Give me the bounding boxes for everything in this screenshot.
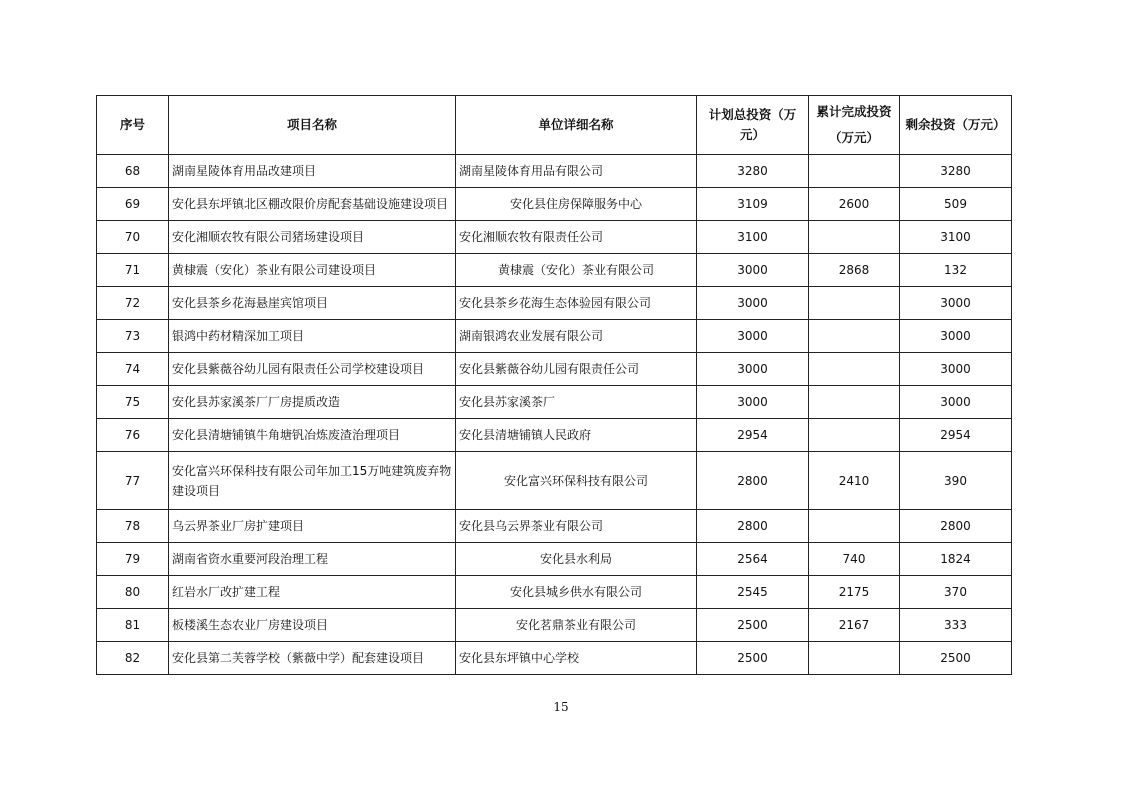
cell-remaining-investment: 3280 xyxy=(900,155,1012,188)
cell-remaining-investment: 3000 xyxy=(900,386,1012,419)
cell-remaining-investment: 509 xyxy=(900,188,1012,221)
table-row xyxy=(97,642,1012,675)
cell-remaining-investment: 2800 xyxy=(900,510,1012,543)
cell-completed-investment xyxy=(809,386,900,419)
cell-planned-investment: 2545 xyxy=(697,576,809,609)
cell-unit-name: 安化县住房保障服务中心 xyxy=(456,188,697,221)
page-number: 15 xyxy=(553,700,569,714)
table-row xyxy=(97,155,1012,188)
cell-planned-investment: 2800 xyxy=(697,510,809,543)
cell-seq: 68 xyxy=(97,155,169,188)
table-row xyxy=(97,320,1012,353)
cell-completed-investment xyxy=(809,642,900,675)
cell-project-name: 红岩水厂改扩建工程 xyxy=(169,576,456,609)
cell-planned-investment: 3280 xyxy=(697,155,809,188)
cell-project-name: 安化县东坪镇北区棚改限价房配套基础设施建设项目 xyxy=(169,188,456,221)
header-completed-line1: 累计完成投资 xyxy=(816,104,892,119)
cell-completed-investment xyxy=(809,510,900,543)
cell-planned-investment: 2564 xyxy=(697,543,809,576)
cell-project-name: 安化县茶乡花海悬崖宾馆项目 xyxy=(169,287,456,320)
table-row xyxy=(97,543,1012,576)
cell-planned-investment: 2800 xyxy=(697,452,809,510)
cell-remaining-investment: 370 xyxy=(900,576,1012,609)
cell-seq: 75 xyxy=(97,386,169,419)
cell-unit-name: 安化县乌云界茶业有限公司 xyxy=(456,510,697,543)
cell-completed-investment: 2410 xyxy=(809,452,900,510)
cell-remaining-investment: 3000 xyxy=(900,320,1012,353)
cell-unit-name: 安化富兴环保科技有限公司 xyxy=(456,452,697,510)
cell-seq: 69 xyxy=(97,188,169,221)
cell-unit-name: 湖南星陵体育用品有限公司 xyxy=(456,155,697,188)
cell-project-name: 安化县紫薇谷幼儿园有限责任公司学校建设项目 xyxy=(169,353,456,386)
cell-planned-investment: 3100 xyxy=(697,221,809,254)
cell-project-name: 板楼溪生态农业厂房建设项目 xyxy=(169,609,456,642)
cell-remaining-investment: 2500 xyxy=(900,642,1012,675)
cell-planned-investment: 3109 xyxy=(697,188,809,221)
cell-remaining-investment: 3000 xyxy=(900,287,1012,320)
cell-remaining-investment: 333 xyxy=(900,609,1012,642)
cell-seq: 80 xyxy=(97,576,169,609)
table-row xyxy=(97,188,1012,221)
cell-remaining-investment: 3000 xyxy=(900,353,1012,386)
cell-unit-name: 黄棣震（安化）茶业有限公司 xyxy=(456,254,697,287)
cell-remaining-investment: 390 xyxy=(900,452,1012,510)
cell-project-name: 安化县苏家溪茶厂厂房提质改造 xyxy=(169,386,456,419)
header-seq: 序号 xyxy=(97,96,169,155)
cell-planned-investment: 2500 xyxy=(697,609,809,642)
header-planned-investment: 计划总投资（万元） xyxy=(697,96,809,155)
cell-planned-investment: 3000 xyxy=(697,254,809,287)
cell-unit-name: 安化县城乡供水有限公司 xyxy=(456,576,697,609)
cell-project-name: 乌云界茶业厂房扩建项目 xyxy=(169,510,456,543)
cell-completed-investment: 2868 xyxy=(809,254,900,287)
cell-completed-investment xyxy=(809,353,900,386)
cell-planned-investment: 2500 xyxy=(697,642,809,675)
investment-table xyxy=(96,95,1012,675)
cell-planned-investment: 3000 xyxy=(697,353,809,386)
cell-completed-investment xyxy=(809,155,900,188)
table-row xyxy=(97,576,1012,609)
cell-project-name: 安化县第二芙蓉学校（紫薇中学）配套建设项目 xyxy=(169,642,456,675)
cell-unit-name: 安化县苏家溪茶厂 xyxy=(456,386,697,419)
table-row xyxy=(97,510,1012,543)
cell-project-name: 湖南星陵体育用品改建项目 xyxy=(169,155,456,188)
table-row xyxy=(97,254,1012,287)
cell-seq: 71 xyxy=(97,254,169,287)
cell-planned-investment: 3000 xyxy=(697,320,809,353)
cell-unit-name: 湖南银鸿农业发展有限公司 xyxy=(456,320,697,353)
cell-unit-name: 安化茗鼎茶业有限公司 xyxy=(456,609,697,642)
cell-planned-investment: 3000 xyxy=(697,287,809,320)
header-remaining-investment: 剩余投资（万元） xyxy=(900,96,1012,155)
cell-remaining-investment: 132 xyxy=(900,254,1012,287)
cell-planned-investment: 3000 xyxy=(697,386,809,419)
table-row xyxy=(97,386,1012,419)
cell-planned-investment: 2954 xyxy=(697,419,809,452)
cell-seq: 81 xyxy=(97,609,169,642)
table-row xyxy=(97,353,1012,386)
cell-seq: 73 xyxy=(97,320,169,353)
cell-completed-investment: 2175 xyxy=(809,576,900,609)
table-row xyxy=(97,419,1012,452)
cell-seq: 79 xyxy=(97,543,169,576)
cell-unit-name: 安化县茶乡花海生态体验园有限公司 xyxy=(456,287,697,320)
cell-remaining-investment: 1824 xyxy=(900,543,1012,576)
cell-seq: 76 xyxy=(97,419,169,452)
cell-completed-investment: 2600 xyxy=(809,188,900,221)
cell-unit-name: 安化湘顺农牧有限责任公司 xyxy=(456,221,697,254)
cell-seq: 74 xyxy=(97,353,169,386)
cell-seq: 70 xyxy=(97,221,169,254)
table-row xyxy=(97,609,1012,642)
cell-seq: 82 xyxy=(97,642,169,675)
cell-completed-investment xyxy=(809,419,900,452)
cell-project-name: 湖南省资水重要河段治理工程 xyxy=(169,543,456,576)
table-row xyxy=(97,221,1012,254)
cell-completed-investment xyxy=(809,221,900,254)
cell-project-name: 银鸿中药材精深加工项目 xyxy=(169,320,456,353)
header-project-name: 项目名称 xyxy=(169,96,456,155)
cell-unit-name: 安化县东坪镇中心学校 xyxy=(456,642,697,675)
cell-unit-name: 安化县紫薇谷幼儿园有限责任公司 xyxy=(456,353,697,386)
cell-project-name: 安化县清塘铺镇牛角塘钒冶炼废渣治理项目 xyxy=(169,419,456,452)
table-row xyxy=(97,287,1012,320)
header-completed-investment xyxy=(809,96,900,155)
cell-completed-investment xyxy=(809,320,900,353)
cell-completed-investment: 2167 xyxy=(809,609,900,642)
cell-unit-name: 安化县清塘铺镇人民政府 xyxy=(456,419,697,452)
cell-seq: 72 xyxy=(97,287,169,320)
cell-project-name: 安化湘顺农牧有限公司猪场建设项目 xyxy=(169,221,456,254)
cell-seq: 77 xyxy=(97,452,169,510)
cell-remaining-investment: 3100 xyxy=(900,221,1012,254)
cell-unit-name: 安化县水利局 xyxy=(456,543,697,576)
cell-remaining-investment: 2954 xyxy=(900,419,1012,452)
cell-completed-investment xyxy=(809,287,900,320)
cell-project-name: 黄棣震（安化）茶业有限公司建设项目 xyxy=(169,254,456,287)
header-unit-name: 单位详细名称 xyxy=(456,96,697,155)
cell-completed-investment: 740 xyxy=(809,543,900,576)
table-row xyxy=(97,452,1012,510)
header-completed-line2: （万元） xyxy=(828,130,879,145)
table-header-row xyxy=(97,96,1012,155)
cell-project-name: 安化富兴环保科技有限公司年加工15万吨建筑废弃物建设项目 xyxy=(169,452,456,510)
cell-seq: 78 xyxy=(97,510,169,543)
